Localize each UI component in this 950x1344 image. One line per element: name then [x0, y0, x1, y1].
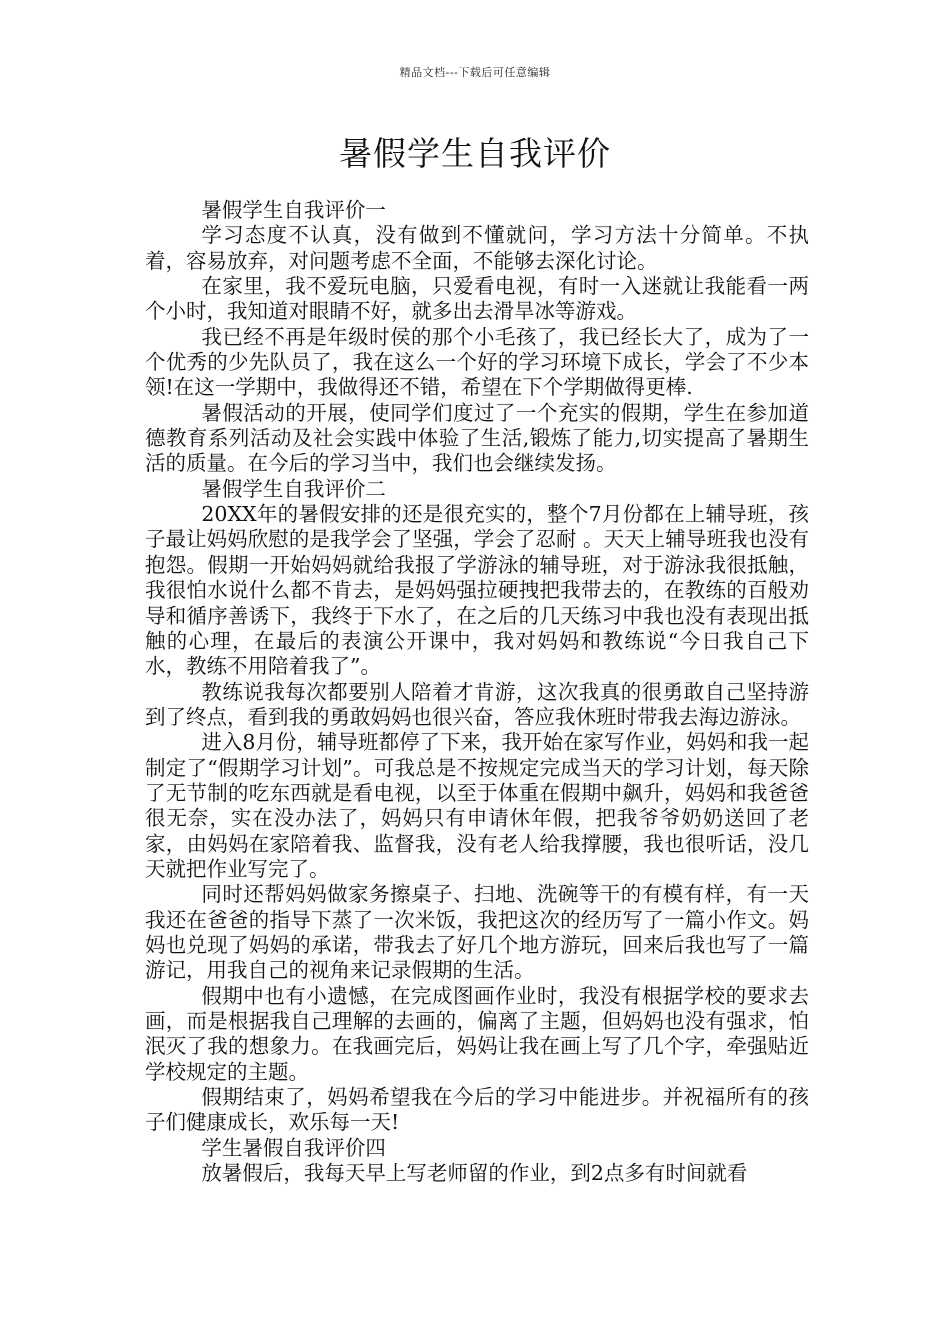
document-title: 暑假学生自我评价 — [339, 134, 611, 173]
document-body — [145, 198, 809, 1186]
body-paragraph: 教练说我每次都要别人陪着才肯游，这次我真的很勇敢自己坚持游到了终点，看到我的勇敢妈妈也很兴奋，答应我休班时带我去海边游泳。 — [145, 679, 809, 729]
body-paragraph: 我已经不再是年级时侯的那个小毛孩了，我已经长大了，成为了一个优秀的少先队员了，我在这么一个好的学习环境下成长，学会了不少本领!在这一学期中，我做得还不错，希望在下个学期做得更棒. — [145, 324, 809, 400]
body-paragraph: 假期中也有小遗憾，在完成图画作业时，我没有根据学校的要求去画，而是根据我自己理解的去画的，偏离了主题，但妈妈也没有强求，怕泯灭了我的想象力。在我画完后，妈妈让我在画上写了几个字，牵强贴近学校规定的主题。 — [145, 983, 809, 1084]
body-paragraph: 在家里，我不爱玩电脑，只爱看电视，有时一入迷就让我能看一两个小时，我知道对眼睛不好，就多出去滑旱冰等游戏。 — [145, 274, 809, 324]
body-paragraph: 20XX年的暑假安排的还是很充实的，整个7月份都在上辅导班，孩子最让妈妈欣慰的是我学会了坚强，学会了忍耐 。天天上辅导班我也没有抱怨。假期一开始妈妈就给我报了学游泳的辅导班，对于游泳我很抵触，我很怕水说什么都不肯去，是妈妈强拉硬拽把我带去的，在教练的百般劝导和循序善诱下，我终于下水了，在之后的几天练习中我也没有表现出抵触的心理，在最后的表演公开课中，我对妈妈和教练说“今日我自己下水，教练不用陪着我了”。 — [145, 502, 809, 679]
section-heading-1: 暑假学生自我评价一 — [201, 198, 386, 222]
body-paragraph: 假期结束了，妈妈希望我在今后的学习中能进步。并祝福所有的孩子们健康成长，欢乐每一天! — [145, 1085, 809, 1135]
page-header: 精品文档---下载后可任意编辑 — [399, 66, 551, 79]
body-paragraph: 同时还帮妈妈做家务擦桌子、扫地、洗碗等干的有模有样，有一天我还在爸爸的指导下蒸了一次米饭，我把这次的经历写了一篇小作文。妈妈也兑现了妈妈的承诺，带我去了好几个地方游玩，回来后我也写了一篇游记，用我自己的视角来记录假期的生活。 — [145, 882, 809, 983]
body-paragraph: 放暑假后，我每天早上写老师留的作业，到2点多有时间就看 — [201, 1161, 748, 1186]
section-heading-4: 学生暑假自我评价四 — [201, 1135, 386, 1160]
section-heading-2: 暑假学生自我评价二 — [201, 476, 386, 501]
body-paragraph: 暑假活动的开展，使同学们度过了一个充实的假期，学生在参加道德教育系列活动及社会实践中体验了生活,锻炼了能力,切实提高了暑期生活的质量。在今后的学习当中，我们也会继续发扬。 — [145, 400, 809, 476]
body-paragraph: 进入8月份，辅导班都停了下来，我开始在家写作业，妈妈和我一起制定了“假期学习计划”。可我总是不按规定完成当天的学习计划，每天除了无节制的吃东西就是看电视，以至于体重在假期中飙升，妈妈和我爸爸很无奈，实在没办法了，妈妈只有申请休年假，把我爷爷奶奶送回了老家，由妈妈在家陪着我、监督我，没有老人给我撑腰，我也很听话，没几天就把作业写完了。 — [145, 730, 809, 881]
body-paragraph: 学习态度不认真，没有做到不懂就问，学习方法十分简单。不执着，容易放弃，对问题考虑不全面，不能够去深化讨论。 — [145, 223, 809, 273]
